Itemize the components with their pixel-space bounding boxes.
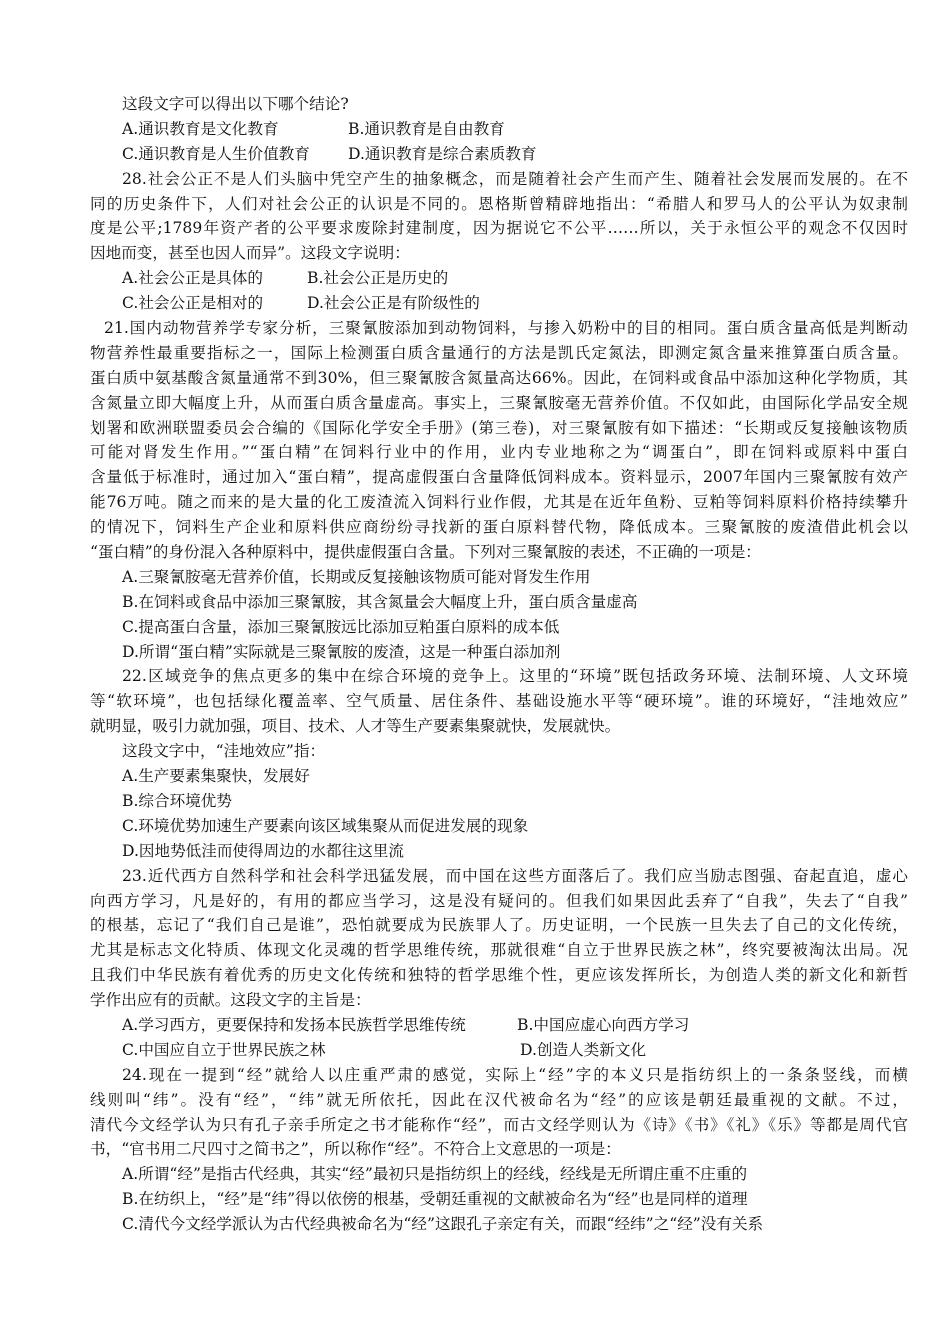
question-28-line: 因地而变，甚至也因人而异”。这段文字说明： <box>90 244 410 263</box>
question-23-line: 且我们中华民族有着优秀的历史文化传统和独特的哲学思维个性，更应该发挥所长，为创造人类的新文化和新哲 <box>90 966 908 985</box>
question-24-line: 24.现在一提到“经”就给人以庄重严肃的感觉，实际上“经”字的本义只是指纺织上的一条条竖线，而横 <box>122 1065 908 1084</box>
question-28-line: 28.社会公正不是人们头脑中凭空产生的抽象概念，而是随着社会产生而产生、随着社会发展而发展的。在不 <box>122 169 908 188</box>
option-b: B.在纺织上，“经”是“纬”得以依傍的根基，受朝廷重视的文献被命名为“经”也是同样的道理 <box>122 1190 748 1209</box>
option-b: B.在饲料或食品中添加三聚氰胺，其含氮量会大幅度上升，蛋白质含量虚高 <box>122 592 638 611</box>
document-page <box>90 92 908 1237</box>
option-row <box>90 1013 908 1038</box>
option-c: C.通识教育是人生价值教育 <box>122 144 310 163</box>
option-d: D.社会公正是有阶级性的 <box>307 294 480 313</box>
option-row <box>90 1038 908 1063</box>
question-28-line: 度是公平;1789年资产者的公平要求废除封建制度，因为据说它不公平……所以，关于永恒公平的观念不仅因时 <box>90 219 908 238</box>
option-b: B.中国应虚心向西方学习 <box>517 1015 690 1034</box>
option-c: C.环境优势加速生产要素向该区域集聚从而促进发展的现象 <box>122 816 529 835</box>
option-d: D.因地势低洼而使得周边的水都往这里流 <box>122 841 404 860</box>
option-b: B.通识教育是自由教育 <box>348 119 505 138</box>
option-b: B.社会公正是历史的 <box>307 269 449 288</box>
option-row <box>90 266 908 291</box>
question-23-line: 23.近代西方自然科学和社会科学迅猛发展，而中国在这些方面落后了。我们应当励志图强、奋起直追，虚心 <box>122 866 908 885</box>
question-24-line: 线则叫“纬”。没有“经”，“纬”就无所依托，因此在汉代被命名为“经”的应该是朝廷最重视的文献。不过， <box>90 1090 908 1109</box>
question-stem: 这段文字中，“洼地效应”指： <box>122 742 326 761</box>
question-23-line: 尤其是标志文化特质、体现文化灵魂的哲学思维传统，那就很难“自立于世界民族之林”，终究要被淘汰出局。况 <box>90 941 908 960</box>
question-21-line: 含量低于标准时，通过加入“蛋白精”，提高虚假蛋白含量降低饲料成本。资料显示，2007年国内三聚氰胺有效产 <box>90 468 908 487</box>
question-21-line: 物营养性最重要指标之一，国际上检测蛋白质含量通行的方法是凯氏定氮法，即测定氮含量来推算蛋白质含量。 <box>90 343 908 362</box>
option-a: A.学习西方，更要保持和发扬本民族哲学思维传统 <box>122 1015 466 1034</box>
question-21-line: “蛋白精”的身份混入各种原料中，提供虚假蛋白含量。下列对三聚氰胺的表述，不正确的一项是： <box>90 543 761 562</box>
option-a: A.通识教育是文化教育 <box>122 119 279 138</box>
option-row <box>90 117 908 142</box>
question-28-line: 同的历史条件下，人们对社会公正的认识是不同的。恩格斯曾精辟地指出：“希腊人和罗马人的公平认为奴隶制 <box>90 194 908 213</box>
question-21-line: 的情况下，饲料生产企业和原料供应商纷纷寻找新的蛋白原料替代物，降低成本。三聚氰胺的废渣借此机会以 <box>90 518 908 537</box>
question-22-line: 等“软环境”，也包括绿化覆盖率、空气质量、居住条件、基础设施水平等“硬环境”。谁的环境好，“洼地效应” <box>90 692 908 711</box>
option-a: A.所谓“经”是指古代经典，其实“经”最初只是指纺织上的经线，经线是无所谓庄重不庄重的 <box>122 1165 748 1184</box>
question-21-line: 划署和欧洲联盟委员会合编的《国际化学安全手册》(第三卷)，对三聚氰胺有如下描述：“长期或反复接触该物质 <box>90 418 908 437</box>
option-c: C.社会公正是相对的 <box>122 294 264 313</box>
option-a: A.三聚氰胺毫无营养价值，长期或反复接触该物质可能对肾发生作用 <box>122 567 591 586</box>
option-a: A.生产要素集聚快，发展好 <box>122 767 310 786</box>
option-c: C.中国应自立于世界民族之林 <box>122 1040 326 1059</box>
option-row <box>90 291 908 316</box>
question-23-line: 向西方学习，凡是好的，有用的都应当学习，这是没有疑问的。但我们如果因此丢弃了“自我”，失去了“自我” <box>90 891 908 910</box>
question-23-line: 学作出应有的贡献。这段文字的主旨是： <box>90 991 371 1010</box>
option-d: D.创造人类新文化 <box>520 1040 647 1059</box>
question-21-line: 可能对肾发生作用。”“蛋白精”在饲料行业中的作用，业内专业地称之为“调蛋白”，即在饲料或原料中蛋白 <box>90 443 908 462</box>
option-c: C.清代今文经学派认为古代经典被命名为“经”这跟孔子亲定有关，而跟“经纬”之“经”没有关系 <box>122 1215 764 1234</box>
question-21-line: 含氮量立即大幅度上升，从而蛋白质含量虚高。事实上，三聚氰胺毫无营养价值。不仅如此，由国际化学品安全规 <box>90 393 908 412</box>
option-a: A.社会公正是具体的 <box>122 269 263 288</box>
option-d: D.通识教育是综合素质教育 <box>348 144 537 163</box>
question-stem: 这段文字可以得出以下哪个结论? <box>122 95 349 113</box>
option-d: D.所谓“蛋白精”实际就是三聚氰胺的废渣，这是一种蛋白添加剂 <box>122 642 561 661</box>
option-c: C.提高蛋白含量，添加三聚氰胺远比添加豆粕蛋白原料的成本低 <box>122 617 560 636</box>
option-row <box>90 142 908 167</box>
question-21-line: 能76万吨。随之而来的是大量的化工废渣流入饲料行业作假，尤其是在近年鱼粉、豆粕等饲料原料价格持续攀升 <box>90 493 908 512</box>
question-22-line: 22.区域竞争的焦点更多的集中在综合环境的竞争上。这里的“环境”既包括政务环境、法制环境、人文环境 <box>122 667 908 686</box>
question-23-line: 的根基，忘记了“我们自己是谁”，恐怕就要成为民族罪人了。历史证明，一个民族一旦失去了自己的文化传统， <box>90 916 908 935</box>
question-22-line: 就明显，吸引力就加强，项目、技术、人才等生产要素集聚就快，发展就快。 <box>90 717 621 736</box>
option-b: B.综合环境优势 <box>122 791 232 810</box>
question-21-line: 21.国内动物营养学专家分析，三聚氰胺添加到动物饲料，与掺入奶粉中的目的相同。蛋白质含量高低是判断动 <box>104 319 908 338</box>
question-24-line: 书，“官书用二尺四寸之简书之”，所以称作“经”。不符合上文意思的一项是： <box>90 1140 621 1159</box>
question-21-line: 蛋白质中氨基酸含氮量通常不到30%，但三聚氰胺含氮量高达66%。因此，在饲料或食品中添加这种化学物质，其 <box>90 368 908 387</box>
question-24-line: 清代今文经学认为只有孔子亲手所定之书才能称作“经”，而古文经学则认为《诗》《书》《礼》《乐》等都是周代官 <box>90 1115 908 1134</box>
